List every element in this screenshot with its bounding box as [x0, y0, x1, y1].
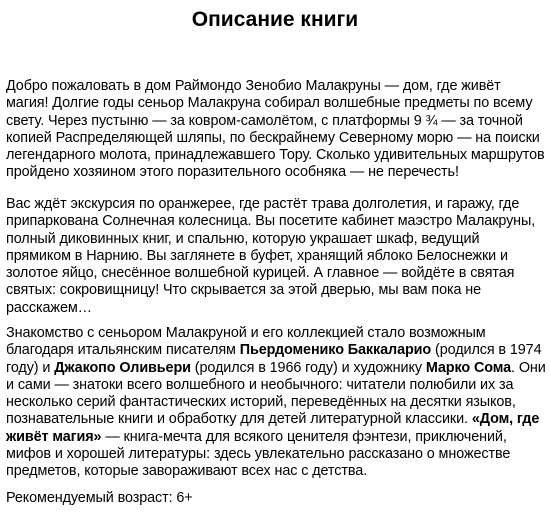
author-name-1: Пьердоменико Баккаларио — [239, 342, 432, 359]
description-paragraph-tour: Вас ждёт экскурсия по оранжерее, где растёт трава долголетия, и гаражу, где припаркована Солнечная колесница. Вы посетите кабинет маэстро Малакруны, полный диковинных книг, и спальню, которую украшает шкаф, ведущий прямиком в Нарнию. Вы заглянете в буфет, хранящий яблоко Белоснежки и золотое яйцо, снесённое волшебной курицей. А главное — войдёте в святая святых: сокровищницу! Что скрывается за этой дверью, мы вам пока не расскажем… — [6, 196, 536, 316]
page-title: Описание книги — [191, 8, 359, 31]
description-paragraph-authors — [6, 325, 546, 481]
author-name-2: Джакопо Оливьери — [54, 359, 191, 376]
authors-text-2: (родился в 1974 году) и — [6, 342, 542, 376]
illustrator-name: Марко Сома — [425, 359, 512, 376]
authors-text-1: Знакомство с сеньором Малакруной и его коллекцией стало возможным благодаря итальянским писателям — [6, 325, 486, 359]
recommended-age: Рекомендуемый возраст: 6+ — [6, 490, 193, 506]
authors-text-3: (родился в 1966 году) и художнику — [190, 359, 426, 376]
description-paragraph-intro: Добро пожаловать в дом Раймондо Зенобио Малакруны — дом, где живёт магия! Долгие годы сеньор Малакруна собирал волшебные предметы по всему свету. Через пустыню — за ковром-самолётом, с платформы 9 ¾ — за точной копией Распределяющей шляпы, по бескрайнему Северному морю — на поиски легендарного молота, принадлежавшего Тору. Сколько удивительных маршрутов пройдено хозяином этого поразительного особняка — не перечесть! — [6, 78, 545, 181]
book-title: «Дом, где живёт магия» — [6, 411, 540, 445]
authors-text-5: — книга-мечта для всякого ценителя фэнтези, приключений, мифов и хорошей литературы: здесь увлекательно рассказано о множестве предметов, которые завораживают всех нас с детства. — [6, 428, 511, 480]
authors-text-4: . Они и сами — знатоки всего волшебного и необычного: читатели полюбили их за несколько серий фантастических историй, переведённых на десятки языков, познавательные книги и обработку для детей литературной классики. — [6, 359, 546, 428]
